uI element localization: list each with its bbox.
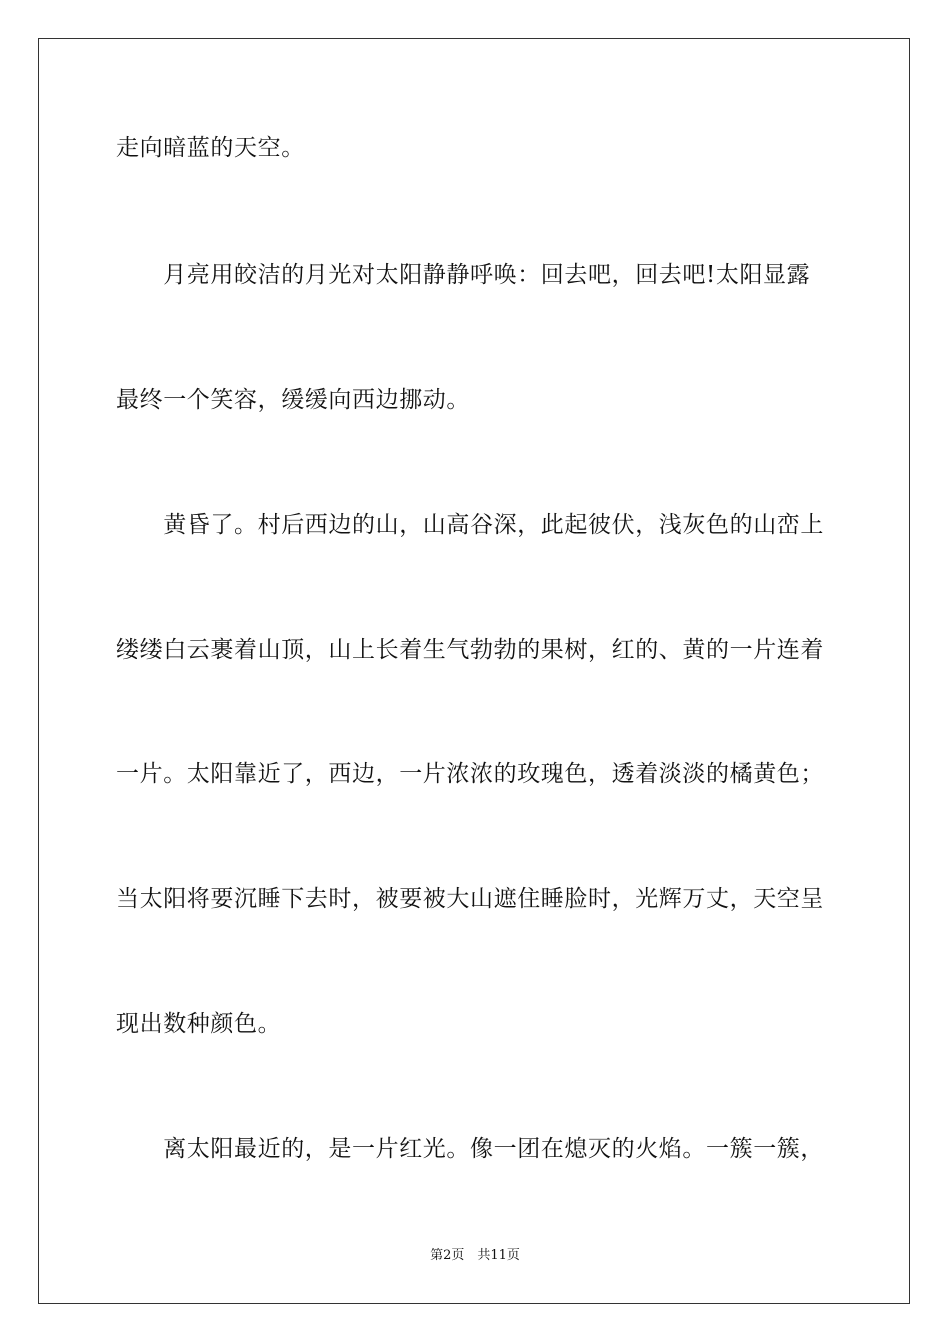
text-line-7: 当太阳将要沉睡下去时，被要被大山遮住睡脸时，光辉万丈，天空呈 — [116, 886, 824, 912]
page-border — [38, 38, 910, 1304]
text-line-6: 一片。太阳靠近了，西边，一片浓浓的玫瑰色，透着淡淡的橘黄色； — [116, 761, 824, 787]
text-line-8: 现出数种颜色。 — [116, 1011, 282, 1037]
text-line-1: 走向暗蓝的天空。 — [116, 135, 305, 161]
page-number-footer: 第2页 共11页 — [430, 1248, 520, 1263]
text-line-2: 月亮用皎洁的月光对太阳静静呼唤：回去吧，回去吧!太阳显露 — [116, 262, 811, 288]
text-line-4: 黄昏了。村后西边的山，山高谷深，此起彼伏，浅灰色的山峦上 — [116, 512, 824, 538]
text-line-9: 离太阳最近的，是一片红光。像一团在熄灭的火焰。一簇一簇， — [116, 1136, 824, 1162]
text-line-3: 最终一个笑容，缓缓向西边挪动。 — [116, 387, 470, 413]
text-line-5: 缕缕白云裹着山顶，山上长着生气勃勃的果树，红的、黄的一片连着 — [116, 637, 824, 663]
